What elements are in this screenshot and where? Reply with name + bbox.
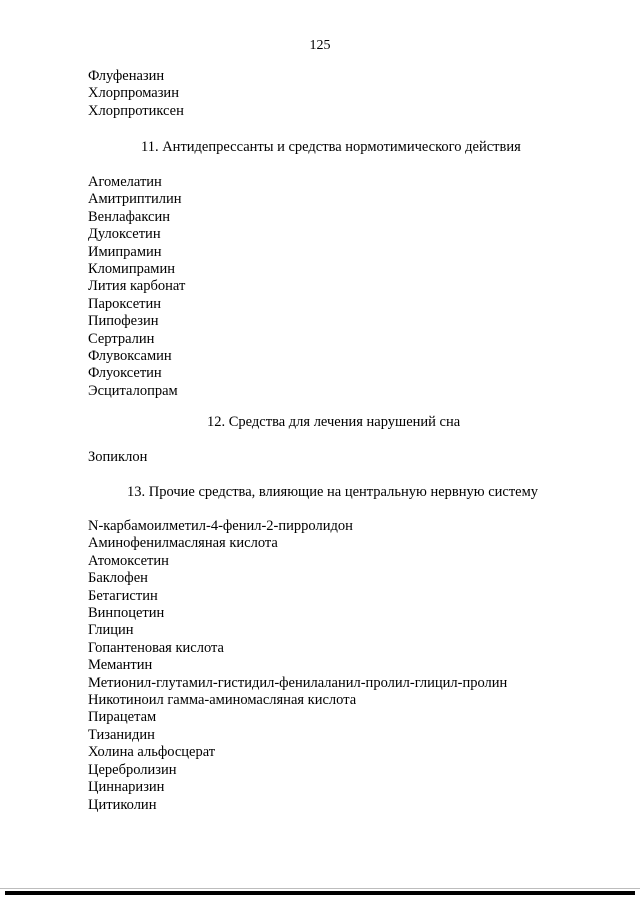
list-item: Флуфеназин: [88, 68, 165, 84]
list-item: Хлорпромазин: [88, 85, 179, 102]
list-item: N-карбамоилметил-4-фенил-2-пирролидон: [88, 518, 353, 534]
list-item: Зопиклон: [88, 449, 148, 465]
list-item: Агомелатин: [88, 174, 162, 190]
list-item: Холина альфосцерат: [88, 744, 216, 761]
scan-edge-line: [0, 888, 640, 889]
section-heading-13: 13. Прочие средства, влияющие на центральную нервную систему: [127, 484, 539, 500]
drug-list-cns-other: [88, 518, 507, 814]
list-item: Метионил-глутамил-гистидил-фенилаланил-пролил-глицил-пролин: [88, 674, 508, 691]
list-item: Лития карбонат: [88, 278, 186, 295]
drug-list-continued: [88, 68, 184, 120]
list-item: Имипрамин: [88, 243, 162, 260]
page-number: 125: [309, 38, 331, 53]
list-item: Пипофезин: [88, 313, 159, 330]
list-item: Эсциталопрам: [88, 382, 178, 399]
list-item: Кломипрамин: [88, 261, 175, 278]
list-item: Винпоцетин: [88, 605, 165, 622]
list-item: Тизанидин: [88, 726, 155, 743]
list-item: Бетагистин: [88, 587, 158, 604]
list-item: Атомоксетин: [88, 552, 169, 569]
list-item: Пирацетам: [88, 709, 157, 726]
list-item: Цитиколин: [88, 796, 157, 813]
list-item: Флувоксамин: [88, 348, 172, 365]
list-item: Венлафаксин: [88, 208, 171, 225]
list-item: Амитриптилин: [88, 191, 182, 208]
drug-list-antidepressants: [88, 174, 185, 400]
list-item: Гопантеновая кислота: [88, 639, 224, 656]
drug-list-sleep: [88, 449, 147, 466]
list-item: Флуоксетин: [88, 365, 162, 382]
list-item: Хлорпротиксен: [88, 102, 184, 119]
list-item: Дулоксетин: [88, 226, 161, 243]
section-heading-12: 12. Средства для лечения нарушений сна: [207, 414, 461, 430]
list-item: Глицин: [88, 622, 134, 639]
list-item: Церебролизин: [88, 761, 177, 778]
list-item: Мемантин: [88, 657, 153, 674]
bottom-rule: [5, 891, 635, 895]
list-item: Пароксетин: [88, 295, 161, 312]
list-item: Никотиноил гамма-аминомасляная кислота: [88, 692, 357, 709]
section-heading-11: 11. Антидепрессанты и средства нормотимического действия: [141, 139, 521, 155]
list-item: Аминофенилмасляная кислота: [88, 535, 278, 552]
list-item: Сертралин: [88, 330, 155, 347]
list-item: Баклофен: [88, 570, 148, 587]
list-item: Циннаризин: [88, 779, 165, 796]
